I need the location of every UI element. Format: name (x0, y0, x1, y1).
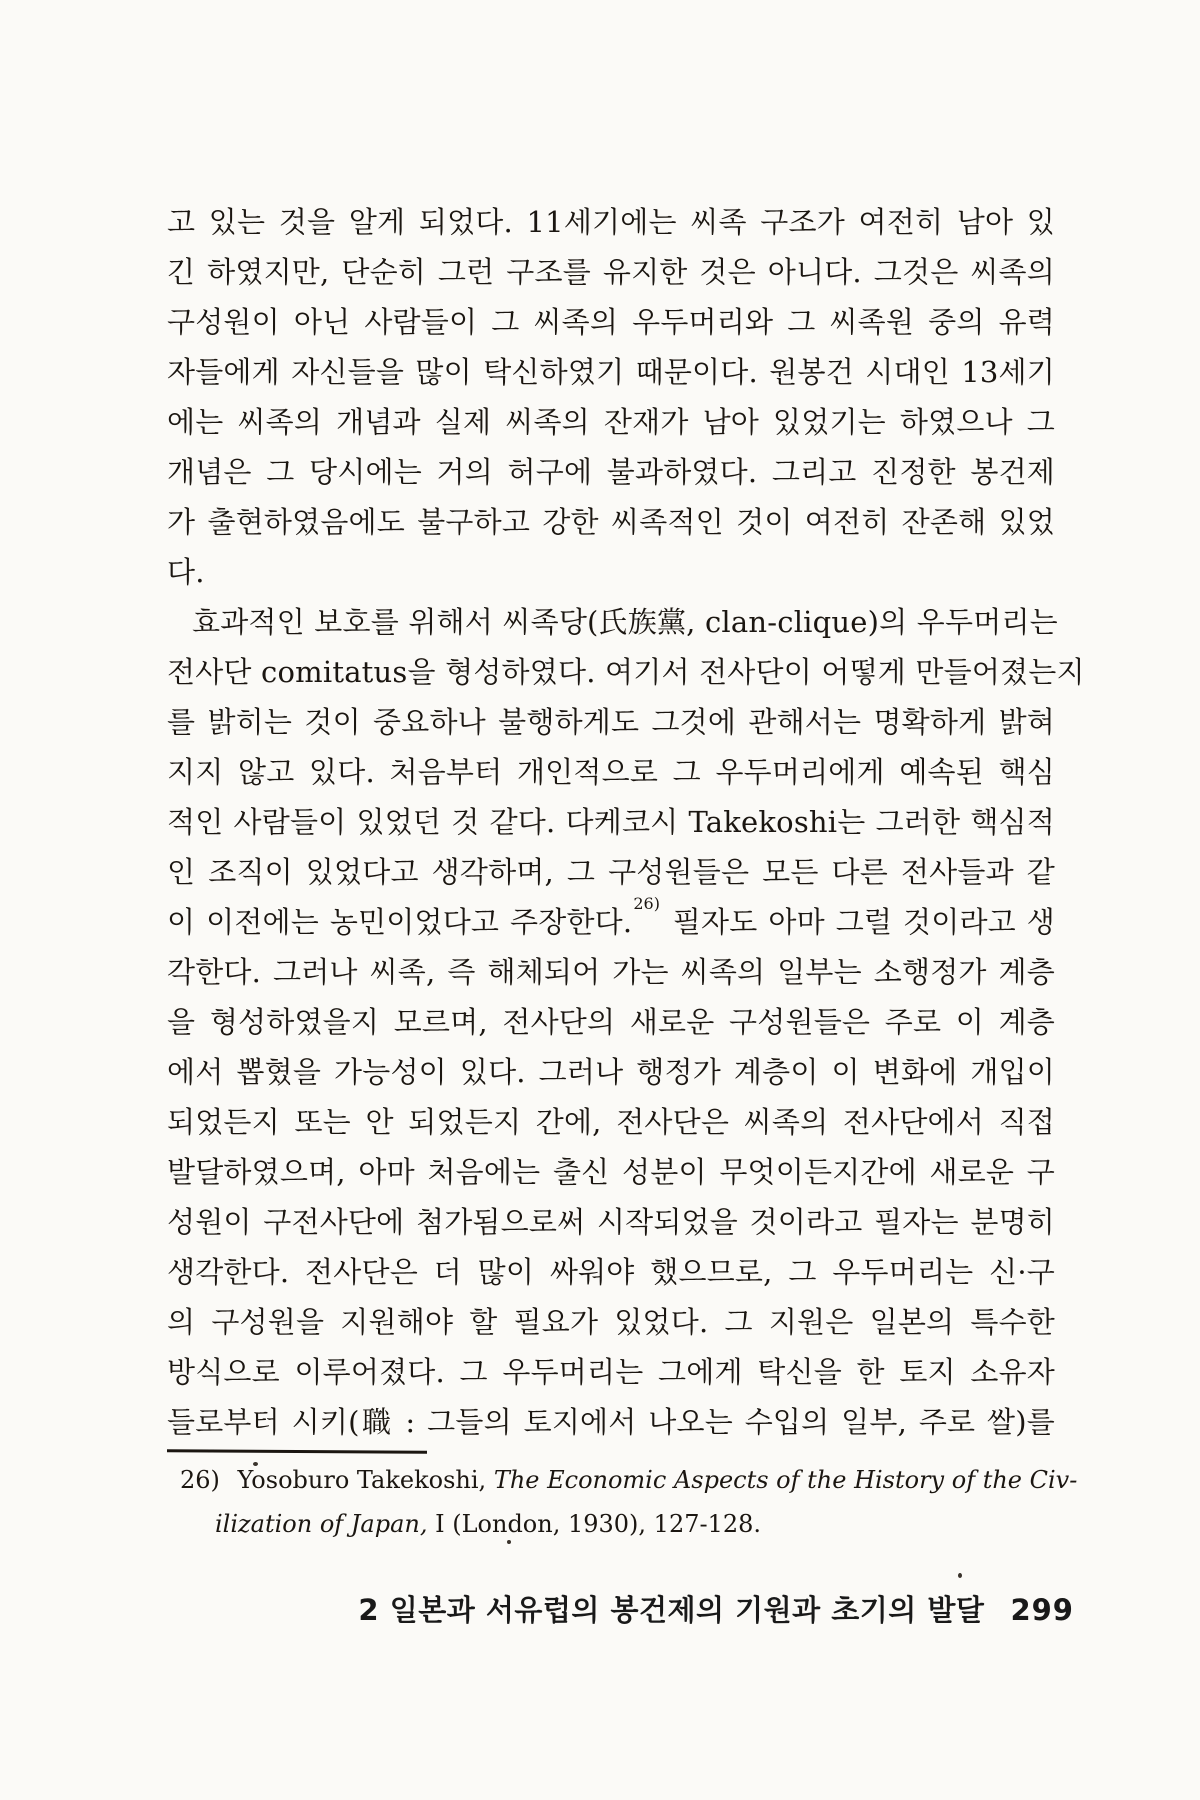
footnote-marker: 26) (180, 1466, 220, 1494)
body-line-text: 필자도 아마 그럴 것이라고 생 (661, 905, 1055, 939)
footnote-publication-info: I (London, 1930), 127-128. (435, 1510, 762, 1538)
running-footer (0, 1591, 1074, 1629)
ink-dot-artifact (253, 1462, 258, 1466)
body-line: 방식으로 이루어졌다. 그 우두머리는 그에게 탁신을 한 토지 소유자 (167, 1355, 1055, 1389)
body-line-text: 이 이전에는 농민이었다고 주장한다. (167, 905, 633, 939)
body-line: 를 밝히는 것이 중요하나 불행하게도 그것에 관해서는 명확하게 밝혀 (167, 705, 1055, 739)
body-line: 효과적인 보호를 위해서 씨족당(氏族黨, clan-clique)의 우두머리는 (192, 605, 1058, 639)
body-line: 자들에게 자신들을 많이 탁신하였기 때문이다. 원봉건 시대인 13세기 (167, 355, 1055, 389)
body-line: 구성원이 아닌 사람들이 그 씨족의 우두머리와 그 씨족원 중의 유력 (167, 305, 1055, 339)
footnote-title-part2: ilization of Japan, (215, 1510, 428, 1538)
body-line: 생각한다. 전사단은 더 많이 싸워야 했으므로, 그 우두머리는 신·구 (167, 1255, 1055, 1289)
body-line: 들로부터 시키(職 : 그들의 토지에서 나오는 수입의 일부, 주로 쌀)를 (167, 1405, 1055, 1439)
body-line: 발달하였으며, 아마 처음에는 출신 성분이 무엇이든지간에 새로운 구 (167, 1155, 1055, 1189)
body-line: 개념은 그 당시에는 거의 허구에 불과하였다. 그리고 진정한 봉건제 (167, 455, 1055, 489)
footnote (180, 1458, 1078, 1546)
ink-dot-artifact (507, 1540, 511, 1544)
footer-page-number: 299 (1010, 1593, 1074, 1627)
body-line: 적인 사람들이 있었던 것 같다. 다케코시 Takekoshi는 그러한 핵심적 (167, 805, 1055, 839)
footnote-line (180, 1458, 1078, 1502)
footnote-line (180, 1502, 1064, 1546)
footnote-separator-rule (167, 1449, 427, 1454)
footer-section-title: 2 일본과 서유럽의 봉건제의 기원과 초기의 발달 (358, 1593, 985, 1627)
body-line: 에서 뽑혔을 가능성이 있다. 그러나 행정가 계층이 이 변화에 개입이 (167, 1055, 1055, 1089)
body-line: 각한다. 그러나 씨족, 즉 해체되어 가는 씨족의 일부는 소행정가 계층 (167, 955, 1055, 989)
body-line: 되었든지 또는 안 되었든지 간에, 전사단은 씨족의 전사단에서 직접 (167, 1105, 1055, 1139)
body-line: 을 형성하였을지 모르며, 전사단의 새로운 구성원들은 주로 이 계층 (167, 1005, 1055, 1039)
body-text (167, 197, 1085, 1447)
footnote-title-part1: The Economic Aspects of the History of the Civ- (493, 1466, 1078, 1494)
ink-dot-artifact (958, 1573, 962, 1578)
body-line: 에는 씨족의 개념과 실제 씨족의 잔재가 남아 있었기는 하였으나 그 (167, 405, 1055, 439)
body-line: 긴 하였지만, 단순히 그런 구조를 유지한 것은 아니다. 그것은 씨족의 (167, 255, 1055, 289)
body-line: 다. (167, 555, 205, 589)
body-line: 의 구성원을 지원해야 할 필요가 있었다. 그 지원은 일본의 특수한 (167, 1305, 1055, 1339)
body-line: 전사단 comitatus을 형성하였다. 여기서 전사단이 어떻게 만들어졌는지 (167, 655, 1085, 689)
body-line (167, 894, 1055, 947)
footnote-author: Yosoburo Takekoshi, (237, 1466, 487, 1494)
body-line: 지지 않고 있다. 처음부터 개인적으로 그 우두머리에게 예속된 핵심 (167, 755, 1055, 789)
body-line: 고 있는 것을 알게 되었다. 11세기에는 씨족 구조가 여전히 남아 있 (167, 205, 1055, 239)
body-line: 성원이 구전사단에 첨가됨으로써 시작되었을 것이라고 필자는 분명히 (167, 1205, 1055, 1239)
footnote-reference: 26) (633, 894, 660, 914)
body-line: 인 조직이 있었다고 생각하며, 그 구성원들은 모든 다른 전사들과 같 (167, 855, 1055, 889)
body-line: 가 출현하였음에도 불구하고 강한 씨족적인 것이 여전히 잔존해 있었 (167, 505, 1055, 539)
